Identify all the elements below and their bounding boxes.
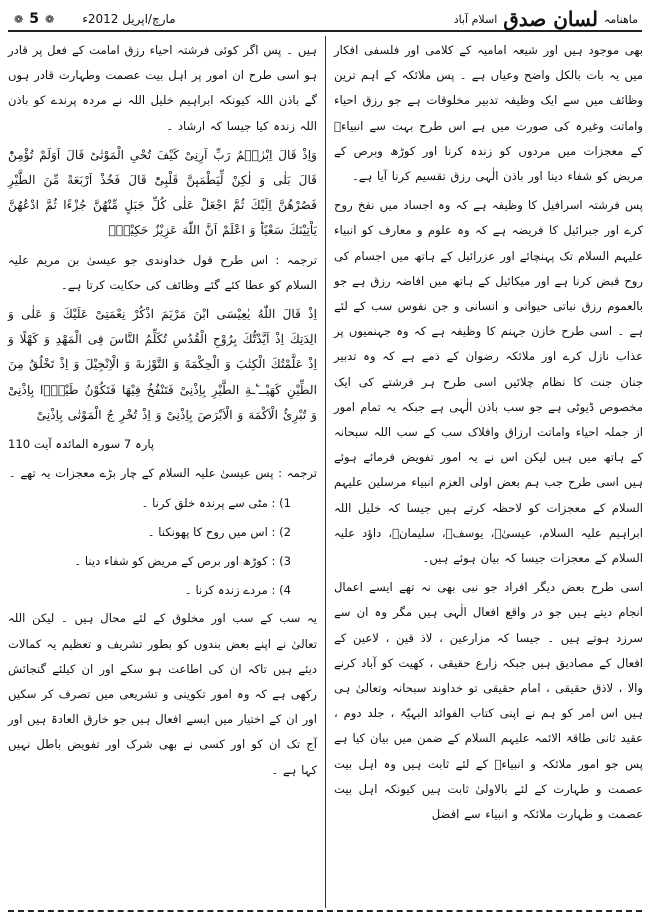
page-header bbox=[12, 6, 638, 32]
page-number: 5 bbox=[29, 11, 39, 27]
miracle-list-item: 1) : مٹی سے پرندہ خلق کرنا ۔ bbox=[141, 496, 291, 511]
right-column bbox=[334, 38, 643, 831]
issue-date: مارچ/اپریل 2012ء bbox=[82, 12, 176, 26]
miracle-list-item: 4) : مردے زندہ کرنا ۔ bbox=[185, 583, 291, 598]
article-paragraph: پس فرشتہ اسرافیل کا وظیفہ ہے کہ وہ اجساد میں نفخ روح کرے اور جبرائیل کا فریضہ ہے کہ وہ علوم و معارف کو انبیاء علیہم السلام تک پہنچائے اور عزرائیل کے ہاتھ میں اجسام کی روح قبض کرنا ہے اور میکائیل کے ہاتھ میں افاضہ رزق ہے جو بالعموم رزق نباتی حیوانی و انسانی و جن نفوس سب کے لئے ہے ۔ اسی طرح خازن جہنم کا وظیفہ ہے کہ وہ جہنمیوں پر عذاب نازل کرے اور ملائکہ رضوان کے ذمے ہے کہ وہ تدبیر جنان جنت کا نظام چلائیں اسی طرح ہر فرشتے کی ایک مخصوص ڈیوٹی ہے جو سب باذن الٰہی ہے جبکہ یہ تمام امور از جملہ احیاء واماتت ارزاق وافلاک سب کے سب اللہ سبحانہ کے ہاتھ میں ہیں لیکن اس نے یہ امور تفویض فرمائے ہوئے ہیں اسی طرح جب ہم بعض اولی العزم انبیاء مرسلین علیہم السلام کے معجزات کو لاحظہ کرتے ہیں جیسا کہ خلیل اللہ ابراہیم علیہ السلام، عیسیٰؑ، یوسفؑ، سلیمانؑ، داؤد علیہ السلام کے معجزات جیسا کہ بیان ہوئے ہیں۔ bbox=[334, 198, 643, 566]
translation-paragraph: ترجمہ : اس طرح قول خداوندی جو عیسیٰ بن مریم علیہ السلام کو عطا کئے گئے وظائف کی حکایت کرتا ہے۔ bbox=[8, 252, 317, 292]
city-label: اسلام آباد bbox=[453, 12, 498, 26]
miracle-list-item: 2) : اس میں روح کا پھونکنا ۔ bbox=[147, 525, 291, 540]
article-paragraph: بھی موجود ہیں اور شیعہ امامیہ کے کلامی اور فلسفی افکار میں یہ بات بالکل واضح وعیاں ہے ۔ پس ملائکہ کے اہم ترین وظائف میں سے ایک وظیفہ تدبیر مخلوقات ہے جو رزق احیاء واماتت وغیرہ کی صورت میں ہے اس طرح بہت سے انبیاءؑ کے معجزات میں مردوں کو زندہ کرنا اور کوڑھ وبرص کے مریض کو شفاء دینا اور باذن الٰہی رزق تقسیم کرنا آیا ہے۔ bbox=[334, 43, 643, 184]
monthly-label: ماھنامہ bbox=[603, 12, 638, 26]
magazine-logo: لسان صدق bbox=[503, 7, 598, 31]
article-paragraph: یہ سب کے سب اور مخلوق کے لئے محال ہیں ۔ لیکن اللہ تعالیٰ نے اپنے بعض بندوں کو بطور تشریف و تعظیم یہ کمالات دیئے ہیں تاکہ ان کی اطاعت ہو سکے اور ان کیلئے گنجائش رکھی ہے کہ وہ امور تکوینی و تشریعی میں تصرف کر سکیں اور ان کے اختیار میں ایسے افعال ہیں جو خارق العادۃ ہیں اور آج تک ان کو اور کسی نے بھی شرک اور تفویض باطل نہیں کہا ہے ۔ bbox=[8, 611, 317, 777]
miracle-list-item: 3) : کوڑھ اور برص کے مریض کو شفاء دینا ۔ bbox=[74, 554, 291, 569]
quran-verse: وَاِذْ قَالَ اِبْرٰهٖمُ رَبِّ اَرِنِیْ كَیْفَ تُحْیِ الْمَوْتٰىؕ قَالَ اَوَلَمْ تُؤْمِنْؕ قَالَ بَلٰى وَ لٰكِنْ لِّیَطْمَىٕنَّ قَلْبِیْؕ قَالَ فَخُذْ اَرْبَعَةً مِّنَ الطَّیْرِ فَصُرْهُنَّ اِلَیْكَ ثُمَّ اجْعَلْ عَلٰى كُلِّ جَبَلٍ مِّنْهُنَّ جُزْءًا ثُمَّ ادْعُهُنَّ یَاْتِیْنَكَ سَعْیًاؕ وَ اعْلَمْ اَنَّ اللّٰهَ عَزِیْزٌ حَكِیْمٌ۠ bbox=[8, 147, 317, 238]
page-number-box bbox=[14, 11, 54, 27]
ornament-icon: ❁ bbox=[14, 12, 24, 26]
masthead bbox=[454, 7, 638, 31]
left-column bbox=[8, 38, 317, 787]
translation-paragraph: ترجمہ : پس عیسیٰ علیہ السلام کے چار بڑے معجزات یہ تھے ۔ bbox=[8, 466, 317, 481]
article-paragraph: اسی طرح بعض دیگر افراد جو نبی بھی نہ تھے ایسے اعمال انجام دیتے ہیں جو در واقع افعال الٰہی ہیں مگر وہ ان سے سرزد ہوتے ہیں ۔ جیسا کہ مزارعین ، لاذ قین ، لاعین کے افعال کے مصادیق ہیں جبکہ زارع حقیقی ، کھیت کو آباد کرنے والا ، لاذق حقیقی ، امام حقیقی تو خداوند سبحانہ وتعالیٰ ہی ہیں اس امر کو ہم نے اپنی کتاب الفوائد البہیّۃ ، جلد دوم ، عقید ثانی طاقۃ الائمہ علیہم السلام کے ضمن میں بیان کیا ہے پس جو امور ملائکہ و انبیاءؑ کے لئے ثابت ہیں وہ اہل بیت عصمت و طہارت کے لئے بالاولیٰ ثابت ہیں کیونکہ اہل بیت عصمت و طہارت ملائکہ و انبیاء سے افضل bbox=[334, 580, 643, 822]
verse-reference: پارہ 7 سورہ المائدہ آیت 110 bbox=[8, 437, 155, 452]
ornament-icon: ❁ bbox=[44, 12, 55, 26]
header-rule bbox=[8, 30, 642, 32]
footer-rule bbox=[8, 910, 642, 912]
quran-verse: اِذْ قَالَ اللّٰهُ یٰعِیْسَى ابْنَ مَرْیَمَ اذْكُرْ نِعْمَتِیْ عَلَیْكَ وَ عَلٰى وَ الِدَتِكَ اِذْ اَیَّدْتُّكَ بِرُوْحِ الْقُدُسِ تُكَلِّمُ النَّاسَ فِی الْمَهْدِ وَ كَهْلًا وَ اِذْ عَلَّمْتُكَ الْكِتٰبَ وَ الْحِكْمَةَ وَ التَّوْرٰىةَ وَ الْاِنْجِیْلَ وَ اِذْ تَخْلُقُ مِنَ الطِّیْنِ كَهَیْــٴَـةِ الطَّیْرِ بِاِذْنِیْ فَتَنْفُخُ فِیْهَا فَتَكُوْنُ طَیْرًۢا بِاِذْنِیْ وَ تُبْرِئُ الْاَكْمَهَ وَ الْاَبْرَصَ بِاِذْنِیْ وَ اِذْ تُخْرِ جُ الْمَوْتٰى بِاِذْنِیْ bbox=[8, 307, 317, 422]
article-paragraph: ہیں ۔ پس اگر کوئی فرشتہ احیاء رزق امامت کے فعل پر قادر ہو اسی طرح ان امور پر اہل بیت عصمت وطہارت قادر ہوں گے باذن اللہ کیونکہ ابراہیم خلیل اللہ نے مردہ پرندے کو باذن اللہ زندہ کیا جیسا کہ ارشاد ۔ bbox=[8, 43, 317, 133]
column-divider bbox=[325, 36, 326, 908]
